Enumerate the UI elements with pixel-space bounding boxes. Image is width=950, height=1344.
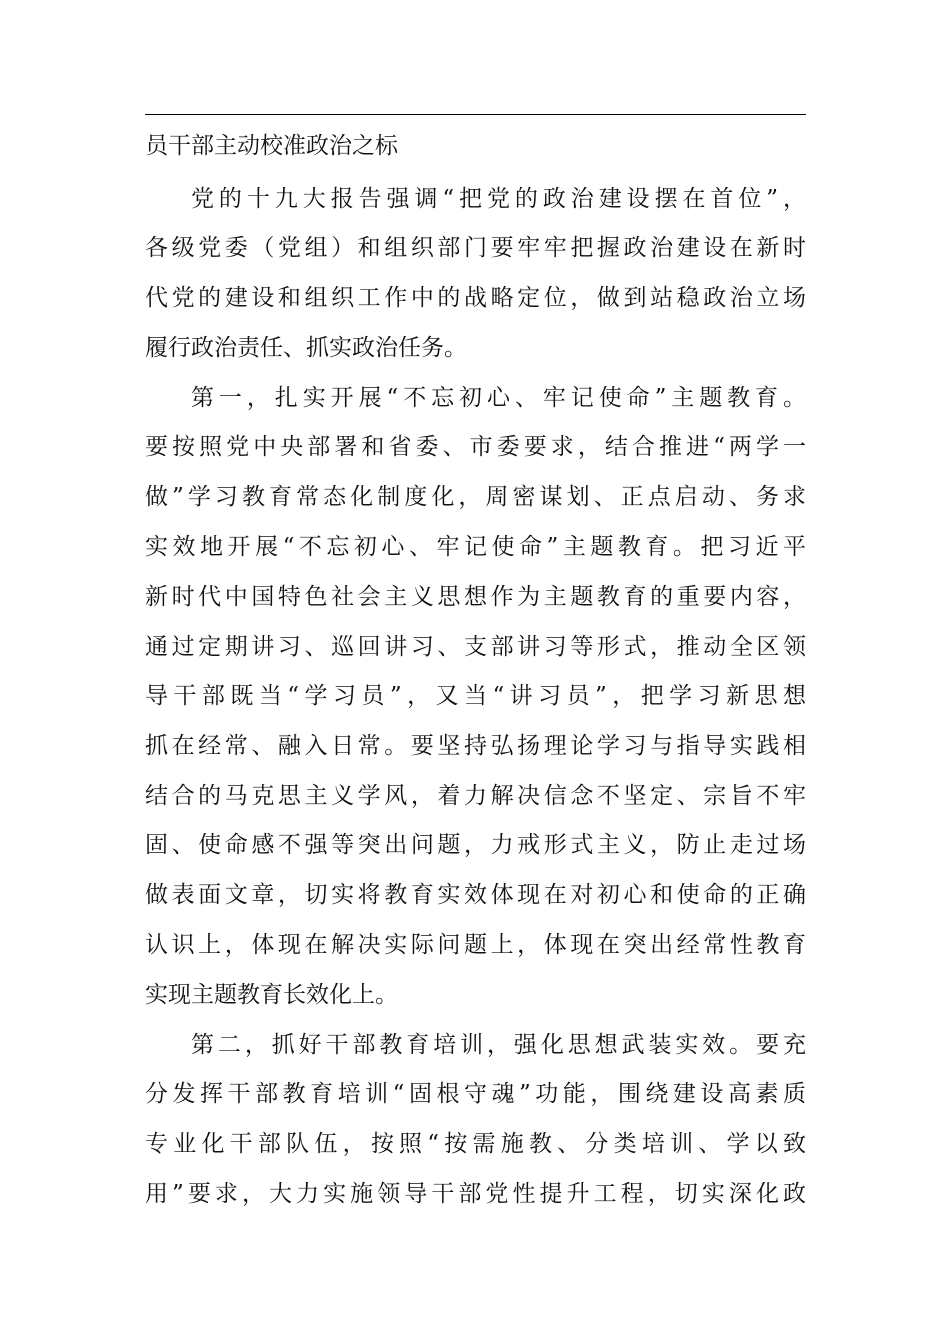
text-line: 要按照党中央部署和省委、市委要求，结合推进“两学一 bbox=[145, 434, 806, 460]
text-line: 履行政治责任、抓实政治任务。 bbox=[145, 335, 467, 361]
text-line: 结合的马克思主义学风，着力解决信念不坚定、宗旨不牢 bbox=[145, 783, 806, 809]
text-line: 做表面文章，切实将教育实效体现在对初心和使命的正确 bbox=[145, 882, 806, 908]
text-line: 分发挥干部教育培训“固根守魂”功能，围绕建设高素质 bbox=[145, 1081, 806, 1107]
text-line: 抓在经常、融入日常。要坚持弘扬理论学习与指导实践相 bbox=[145, 733, 806, 759]
text-line: 固、使命感不强等突出问题，力戒形式主义，防止走过场 bbox=[145, 832, 806, 858]
text-line: 党的十九大报告强调“把党的政治建设摆在首位”， bbox=[191, 186, 806, 212]
text-line: 导干部既当“学习员”，又当“讲习员”，把学习新思想 bbox=[145, 683, 806, 709]
text-line: 通过定期讲习、巡回讲习、支部讲习等形式，推动全区领 bbox=[145, 634, 806, 660]
text-line: 用”要求，大力实施领导干部党性提升工程，切实深化政 bbox=[145, 1181, 806, 1207]
text-line: 认识上，体现在解决实际问题上，体现在突出经常性教育 bbox=[145, 932, 806, 958]
text-line: 做”学习教育常态化制度化，周密谋划、正点启动、务求 bbox=[145, 484, 806, 510]
text-line: 实现主题教育长效化上。 bbox=[145, 982, 398, 1008]
text-line: 代党的建设和组织工作中的战略定位，做到站稳政治立场 bbox=[145, 285, 806, 311]
text-line: 第一，扎实开展“不忘初心、牢记使命”主题教育。 bbox=[191, 385, 806, 411]
text-line: 员干部主动校准政治之标 bbox=[145, 133, 398, 159]
header-rule bbox=[145, 114, 806, 115]
text-line: 新时代中国特色社会主义思想作为主题教育的重要内容， bbox=[145, 584, 806, 610]
text-line: 第二，抓好干部教育培训，强化思想武装实效。要充 bbox=[191, 1032, 806, 1058]
text-line: 各级党委（党组）和组织部门要牢牢把握政治建设在新时 bbox=[145, 235, 806, 261]
text-line: 实效地开展“不忘初心、牢记使命”主题教育。把习近平 bbox=[145, 534, 806, 560]
text-line: 专业化干部队伍，按照“按需施教、分类培训、学以致 bbox=[145, 1131, 806, 1157]
